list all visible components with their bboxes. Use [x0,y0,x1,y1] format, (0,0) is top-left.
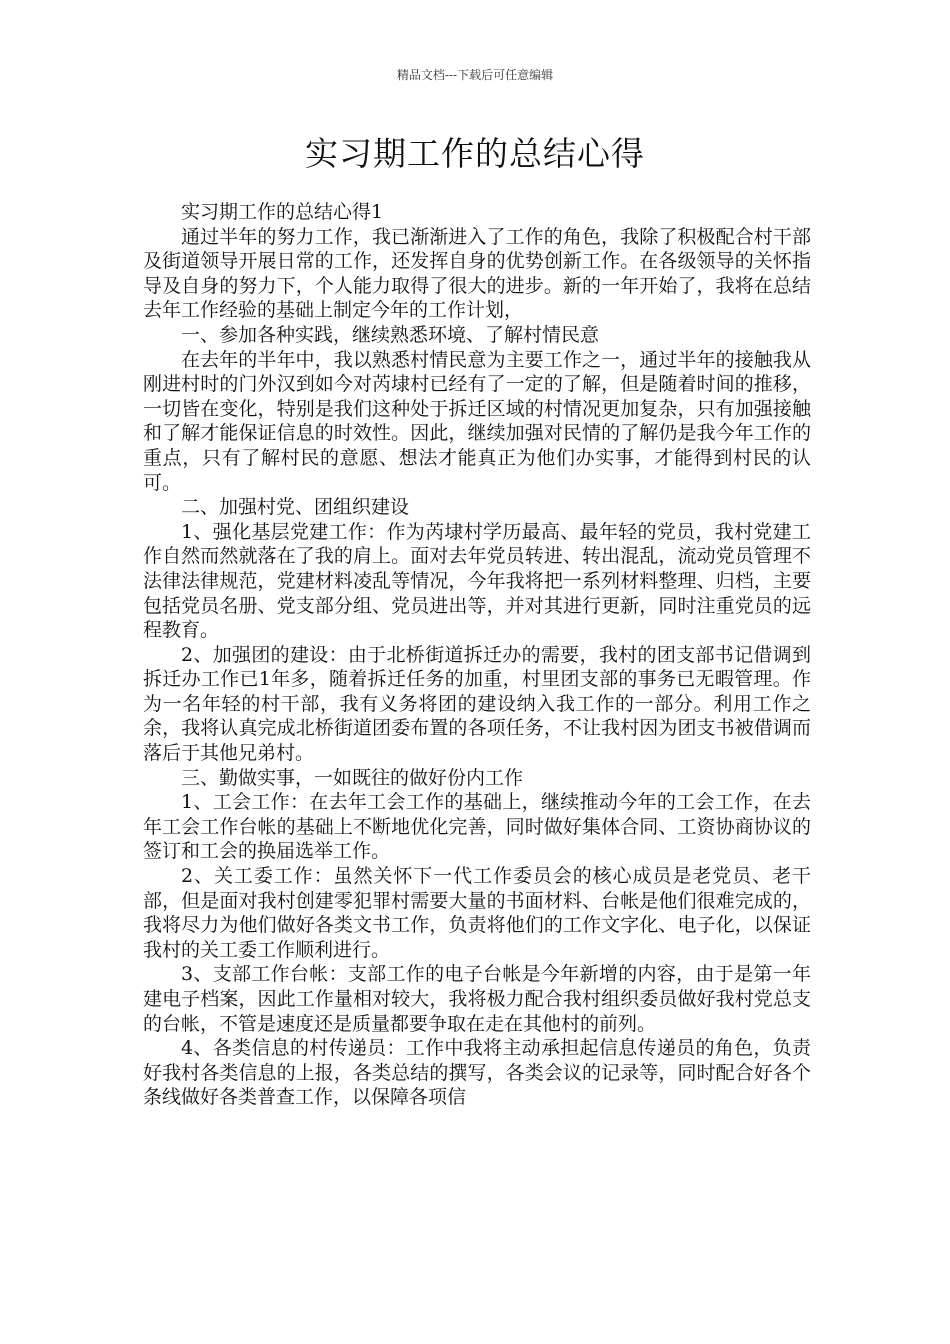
body-paragraph: 通过半年的努力工作，我已渐渐进入了工作的角色，我除了积极配合村干部及街道领导开展日常的工作，还发挥自身的优势创新工作。在各级领导的关怀指导及自身的努力下，个人能力取得了很大的进步。新的一年开始了，我将在总结去年工作经验的基础上制定今年的工作计划， [143,225,811,322]
body-paragraph: 2、关工委工作：虽然关怀下一代工作委员会的核心成员是老党员、老干部，但是面对我村创建零犯罪村需要大量的书面材料、台帐是他们很难完成的，我将尽力为他们做好各类文书工作，负责将他们的工作文字化、电子化，以保证我村的关工委工作顺利进行。 [143,865,811,961]
body-paragraph: 2、加强团的建设：由于北桥街道拆迁办的需要，我村的团支部书记借调到拆迁办工作已1年多，随着拆迁任务的加重，村里团支部的事务已无暇管理。作为一名年轻的村干部，我有义务将团的建设纳入我工作的一部分。利用工作之余，我将认真完成北桥街道团委布置的各项任务，不让我村因为团支书被借调而落后于其他兄弟村。 [143,643,811,765]
document-body [143,200,811,1110]
header-note: 精品文档---下载后可任意编辑 [396,68,554,82]
document-title: 实习期工作的总结心得 [305,134,645,173]
section-heading: 一、参加各种实践，继续熟悉环境、了解村情民意 [181,323,600,346]
body-paragraph: 在去年的半年中，我以熟悉村情民意为主要工作之一，通过半年的接触我从刚进村时的门外汉到如今对芮埭村已经有了一定的了解，但是随着时间的推移，一切皆在变化，特别是我们这种处于拆迁区域的村情况更加复杂，只有加强接触和了解才能保证信息的时效性。因此，继续加强对民情的了解仍是我今年工作的重点，只有了解村民的意愿、想法才能真正为他们办实事，才能得到村民的认可。 [143,348,811,494]
subtitle-paragraph: 实习期工作的总结心得1 [181,201,384,223]
body-paragraph: 4、各类信息的村传递员：工作中我将主动承担起信息传递员的角色，负责好我村各类信息的上报，各类总结的撰写，各类会议的记录等，同时配合好各个条线做好各类普查工作，以保障各项信 [143,1037,811,1109]
section-heading: 二、加强村党、团组织建设 [181,496,410,519]
body-paragraph: 1、强化基层党建工作：作为芮埭村学历最高、最年轻的党员，我村党建工作自然而然就落在了我的肩上。面对去年党员转进、转出混乱，流动党员管理不法律法律规范，党建材料凌乱等情况，今年我将把一系列材料整理、归档，主要包括党员名册、党支部分组、党员进出等，并对其进行更新，同时注重党员的远程教育。 [143,520,811,642]
body-paragraph: 1、工会工作：在去年工会工作的基础上，继续推动今年的工会工作，在去年工会工作台帐的基础上不断地优化完善，同时做好集体合同、工资协商协议的签订和工会的换届选举工作。 [143,791,811,863]
body-paragraph: 3、支部工作台帐：支部工作的电子台帐是今年新增的内容，由于是第一年建电子档案，因此工作量相对较大，我将极力配合我村组织委员做好我村党总支的台帐，不管是速度还是质量都要争取在走在其他村的前列。 [143,963,811,1035]
section-heading: 三、勤做实事，一如既往的做好份内工作 [181,766,524,789]
